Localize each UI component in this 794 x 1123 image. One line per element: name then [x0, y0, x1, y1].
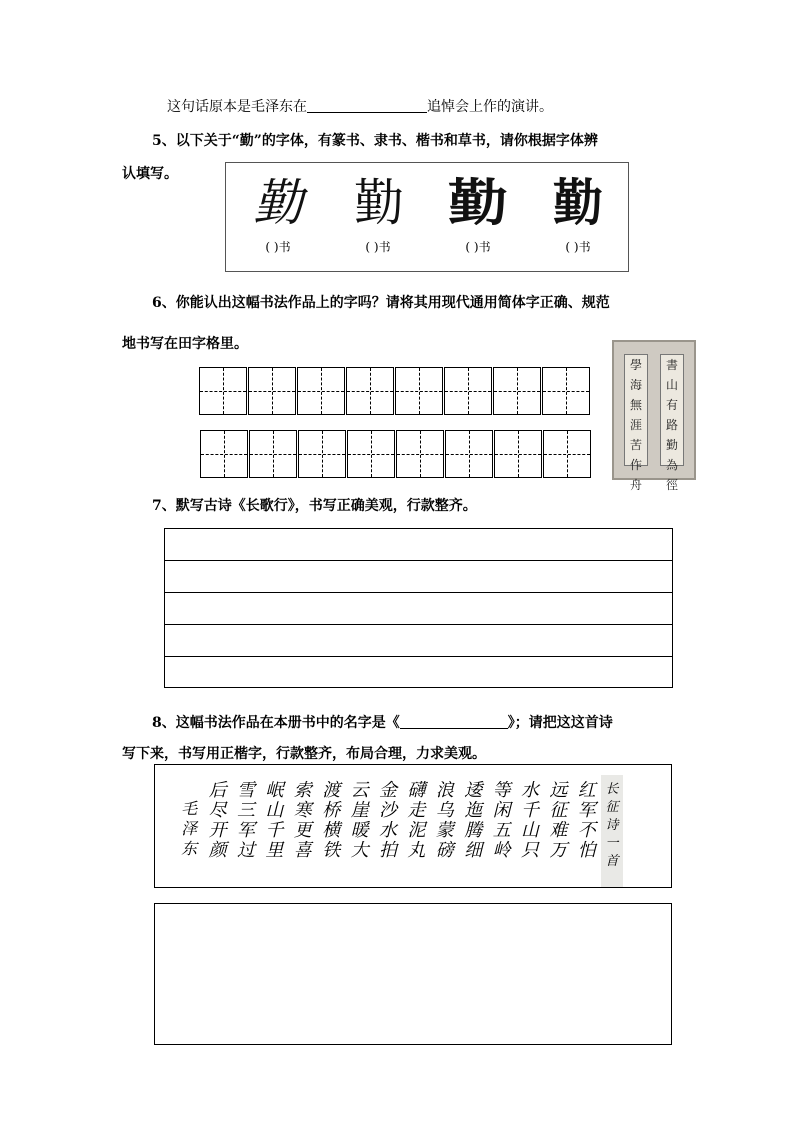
calligraphy-column: 浪乌蒙磅	[435, 780, 454, 861]
q5-label-4[interactable]: ( )书	[565, 240, 591, 254]
tianzige-cell[interactable]	[542, 367, 590, 415]
q7-question-line: 7、默写古诗《长歌行》，书写正确美观，行款整齐。	[152, 498, 477, 514]
cell-guide-horizontal	[347, 391, 393, 392]
scroll-right-panel	[660, 354, 684, 492]
scroll-char: 涯	[629, 418, 642, 432]
q6-calligraphy-scroll-image	[612, 340, 696, 492]
q5-label-2[interactable]: ( )书	[365, 240, 391, 254]
scroll-char: 為	[665, 458, 678, 472]
q5-char-zhuan	[328, 163, 428, 271]
tianzige-cell[interactable]	[249, 430, 297, 478]
cell-guide-horizontal	[495, 454, 541, 455]
scroll-char: 山	[665, 378, 678, 392]
q5-script-box	[225, 162, 629, 272]
calligraphy-column: 岷山千里	[265, 780, 284, 861]
tianzige-cell[interactable]	[297, 367, 345, 415]
q4-tail-after: 追悼会上作的演讲。	[427, 99, 553, 115]
cell-guide-horizontal	[200, 391, 246, 392]
calligraphy-column: 金沙水拍	[379, 780, 397, 861]
writing-line[interactable]	[165, 657, 672, 689]
cell-guide-horizontal	[249, 391, 295, 392]
cell-guide-horizontal	[543, 391, 589, 392]
q5-char-seal	[228, 163, 328, 271]
calligraphy-title: 长征诗一首	[605, 782, 619, 869]
cell-guide-horizontal	[298, 391, 344, 392]
calligraphy-column: 雪三军过	[237, 780, 255, 861]
tianzige-cell[interactable]	[347, 430, 395, 478]
scroll-char: 舟	[629, 478, 642, 492]
tianzige-cell[interactable]	[494, 430, 542, 478]
calligraphy-column: 后尽开颜	[208, 780, 227, 861]
cell-guide-horizontal	[396, 391, 442, 392]
tianzige-cell[interactable]	[445, 430, 493, 478]
scroll-char: 海	[629, 378, 642, 392]
tianzige-cell[interactable]	[493, 367, 541, 415]
tianzige-cell[interactable]	[200, 430, 248, 478]
cell-guide-horizontal	[348, 454, 394, 455]
tianzige-row-2	[200, 430, 592, 479]
scroll-char: 無	[629, 398, 642, 412]
calligraphy-column: 云崖暖大	[350, 780, 369, 861]
tianzige-cell[interactable]	[346, 367, 394, 415]
calligraphy-column: 渡桥横铁	[322, 780, 341, 861]
cell-guide-horizontal	[446, 454, 492, 455]
writing-line[interactable]	[165, 625, 672, 657]
q6-question-line2: 地书写在田字格里。	[122, 336, 248, 352]
q8-answer-blank[interactable]	[400, 714, 508, 729]
calligraphy-column: 水千山只	[521, 780, 539, 861]
scroll-char: 勤	[665, 438, 678, 452]
cell-guide-horizontal	[250, 454, 296, 455]
scroll-char: 徑	[665, 478, 678, 492]
scroll-char: 路	[665, 418, 678, 432]
q6-question-line1: 6、你能认出这幅书法作品上的字吗？请将其用现代通用简体字正确、规范	[152, 295, 610, 311]
calligraphy-column: 索寒更喜	[293, 780, 312, 861]
q5-question-line2: 认填写。	[122, 166, 178, 182]
q5-char-kai	[528, 163, 628, 271]
tianzige-cell[interactable]	[543, 430, 591, 478]
scroll-char: 苦	[629, 438, 642, 452]
q5-label-3[interactable]: ( )书	[465, 240, 491, 254]
calligraphy-column: 逶迤腾细	[464, 780, 483, 861]
tianzige-cell[interactable]	[298, 430, 346, 478]
q5-char-li	[428, 163, 528, 271]
calligraphy-column: 远征难万	[549, 780, 568, 861]
q8-question-line1	[152, 712, 613, 732]
scroll-left-panel	[624, 354, 648, 492]
calligraphy-column: 红军不怕	[577, 780, 596, 861]
cell-guide-horizontal	[445, 391, 491, 392]
cell-guide-horizontal	[201, 454, 247, 455]
tianzige-cell[interactable]	[396, 430, 444, 478]
q8-line1-after: 》；请把这这首诗	[507, 715, 613, 731]
cell-guide-horizontal	[397, 454, 443, 455]
q8-writing-box[interactable]	[154, 903, 672, 1045]
tianzige-cell[interactable]	[199, 367, 247, 415]
tianzige-cell[interactable]	[395, 367, 443, 415]
q5-label-1[interactable]: ( )书	[265, 240, 291, 254]
writing-line[interactable]	[165, 593, 672, 625]
cell-guide-horizontal	[494, 391, 540, 392]
cell-guide-horizontal	[544, 454, 590, 455]
scroll-char: 學	[629, 358, 642, 372]
q4-tail-before: 这句话原本是毛泽东在	[167, 99, 307, 115]
writing-line[interactable]	[165, 529, 672, 561]
q5-glyph-3: 勤	[448, 175, 508, 231]
q4-answer-blank[interactable]	[307, 98, 427, 113]
q8-question-line2: 写下来，书写用正楷字，行款整齐，布局合理，力求美观。	[122, 746, 486, 762]
q8-calligraphy-image	[154, 764, 672, 888]
q5-glyph-1: 勤	[253, 174, 303, 232]
q5-glyph-4: 勤	[553, 173, 603, 232]
scroll-char: 書	[665, 358, 678, 372]
calligraphy-title-strip	[601, 775, 623, 887]
calligraphy-cursive-text	[175, 775, 601, 887]
q8-line1-before: 8、这幅书法作品在本册书中的名字是《	[152, 715, 400, 731]
scroll-char: 有	[665, 398, 678, 412]
tianzige-cell[interactable]	[248, 367, 296, 415]
calligraphy-column: 等闲五岭	[492, 780, 511, 861]
q7-writing-box[interactable]	[164, 528, 673, 688]
writing-line[interactable]	[165, 561, 672, 593]
q4-tail-line	[167, 96, 553, 116]
tianzige-row-1	[199, 367, 591, 416]
q5-question-line1: 5、以下关于“勤”的字体，有篆书、隶书、楷书和草书，请你根据字体辨	[152, 133, 598, 149]
cell-guide-horizontal	[299, 454, 345, 455]
calligraphy-column: 礴走泥丸	[407, 780, 426, 861]
tianzige-cell[interactable]	[444, 367, 492, 415]
calligraphy-column: 毛泽东	[181, 799, 198, 858]
q5-glyph-2: 勤	[354, 174, 402, 232]
scroll-char: 作	[629, 458, 642, 472]
